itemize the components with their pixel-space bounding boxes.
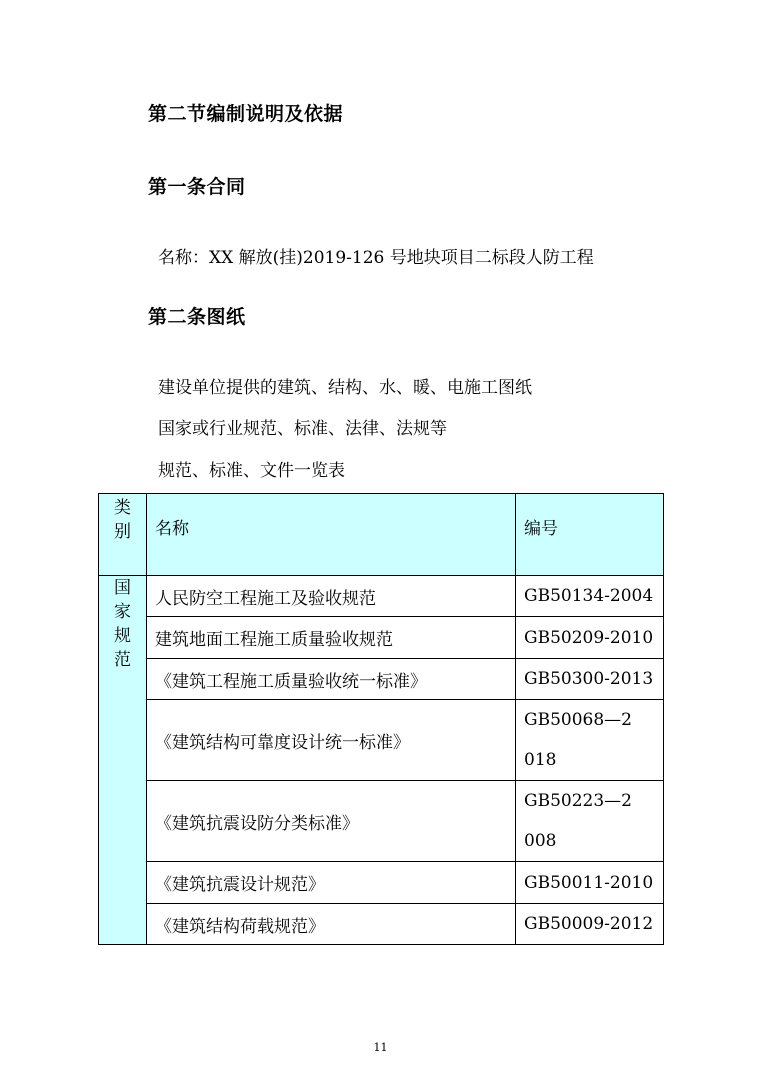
standard-code-cell bbox=[516, 700, 664, 781]
header-name: 名称 bbox=[147, 494, 516, 576]
standard-code: GB50223—2008 bbox=[524, 791, 632, 851]
header-category bbox=[99, 494, 147, 576]
header-category-label: 类别 bbox=[114, 498, 131, 542]
standard-code-cell bbox=[516, 781, 664, 862]
table-row bbox=[99, 659, 664, 700]
contract-name-line: 名称：XX 解放(挂)2019-126 号地块项目二标段人防工程 bbox=[158, 248, 594, 268]
standard-name: 建筑地面工程施工质量验收规范 bbox=[147, 617, 516, 659]
drawings-line-2: 国家或行业规范、标准、法律、法规等 bbox=[158, 419, 447, 439]
standards-table bbox=[98, 493, 664, 945]
standard-name: 《建筑抗震设计规范》 bbox=[147, 862, 516, 904]
standard-name: 《建筑抗震设防分类标准》 bbox=[147, 781, 516, 862]
standard-name: 《建筑工程施工质量验收统一标准》 bbox=[147, 659, 516, 700]
standard-code: GB50300-2013 bbox=[516, 659, 664, 700]
standard-name: 《建筑结构可靠度设计统一标准》 bbox=[147, 700, 516, 781]
table-row bbox=[99, 576, 664, 617]
table-row bbox=[99, 617, 664, 659]
category-cell bbox=[99, 576, 147, 945]
standard-code: GB50011-2010 bbox=[516, 862, 664, 904]
table-row bbox=[99, 862, 664, 904]
table-row bbox=[99, 781, 664, 862]
standard-code: GB50009-2012 bbox=[516, 904, 664, 945]
drawings-line-1: 建设单位提供的建筑、结构、水、暖、电施工图纸 bbox=[158, 378, 532, 398]
standard-code: GB50068—2018 bbox=[524, 710, 632, 770]
section-title: 第二节编制说明及依据 bbox=[148, 103, 344, 125]
category-label: 国家规范 bbox=[114, 578, 131, 670]
table-row bbox=[99, 904, 664, 945]
standard-name: 《建筑结构荷载规范》 bbox=[147, 904, 516, 945]
standard-code: GB50134-2004 bbox=[516, 576, 664, 617]
drawings-line-3: 规范、标准、文件一览表 bbox=[158, 461, 345, 481]
article-2-title: 第二条图纸 bbox=[148, 306, 246, 328]
table-header-row bbox=[99, 494, 664, 576]
header-code: 编号 bbox=[516, 494, 664, 576]
standard-name: 人民防空工程施工及验收规范 bbox=[147, 576, 516, 617]
standard-code: GB50209-2010 bbox=[516, 617, 664, 659]
page-number: 11 bbox=[373, 1041, 388, 1054]
article-1-title: 第一条合同 bbox=[148, 176, 246, 198]
table-row bbox=[99, 700, 664, 781]
